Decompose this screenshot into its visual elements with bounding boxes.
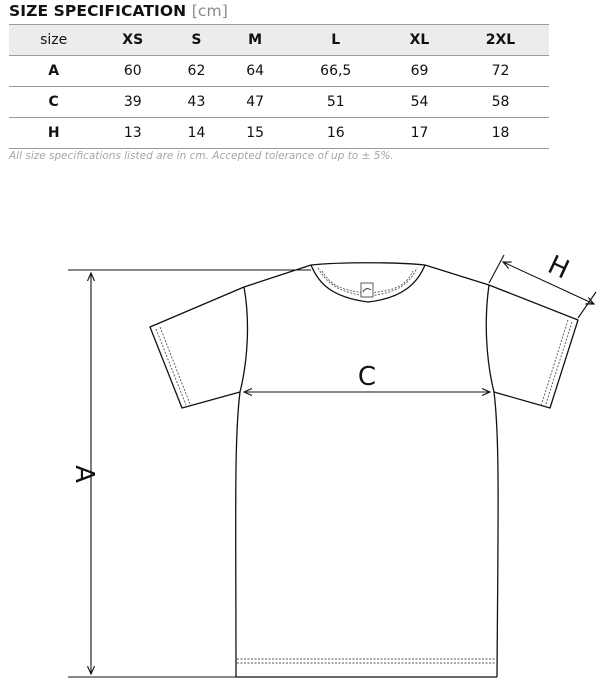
title-unit: [cm] [191,2,228,20]
table-cell: 66,5 [284,56,387,87]
header-m: M [226,25,285,56]
table-cell: 14 [167,118,226,149]
row-label: A [9,56,98,87]
row-label: C [9,87,98,118]
table-cell: 60 [98,56,167,87]
table-cell: 58 [452,87,549,118]
header-xl: XL [387,25,452,56]
table-cell: 51 [284,87,387,118]
header-size: size [9,25,98,56]
table-cell: 13 [98,118,167,149]
dimension-a [68,270,311,677]
dimension-h [489,255,596,318]
table-cell: 54 [387,87,452,118]
label-a: A [69,465,99,483]
table-cell: 16 [284,118,387,149]
table-cell: 15 [226,118,285,149]
label-h: H [543,250,574,286]
table-cell: 72 [452,56,549,87]
table-cell: 47 [226,87,285,118]
table-cell: 64 [226,56,285,87]
header-s: S [167,25,226,56]
header-xs: XS [98,25,167,56]
brand-label-icon [361,283,373,297]
table-cell: 39 [98,87,167,118]
table-cell: 18 [452,118,549,149]
header-2xl: 2XL [452,25,549,56]
table-cell: 62 [167,56,226,87]
table-cell: 43 [167,87,226,118]
title-main: SIZE SPECIFICATION [9,2,187,20]
label-c: C [357,362,377,392]
stitching [156,268,572,663]
table-cell: 69 [387,56,452,87]
row-label: H [9,118,98,149]
table-cell: 17 [387,118,452,149]
tolerance-note: All size specifications listed are in cm. Accepted tolerance of up to ± 5%. [9,150,394,162]
header-l: L [284,25,387,56]
t-shirt-outline [150,263,578,677]
